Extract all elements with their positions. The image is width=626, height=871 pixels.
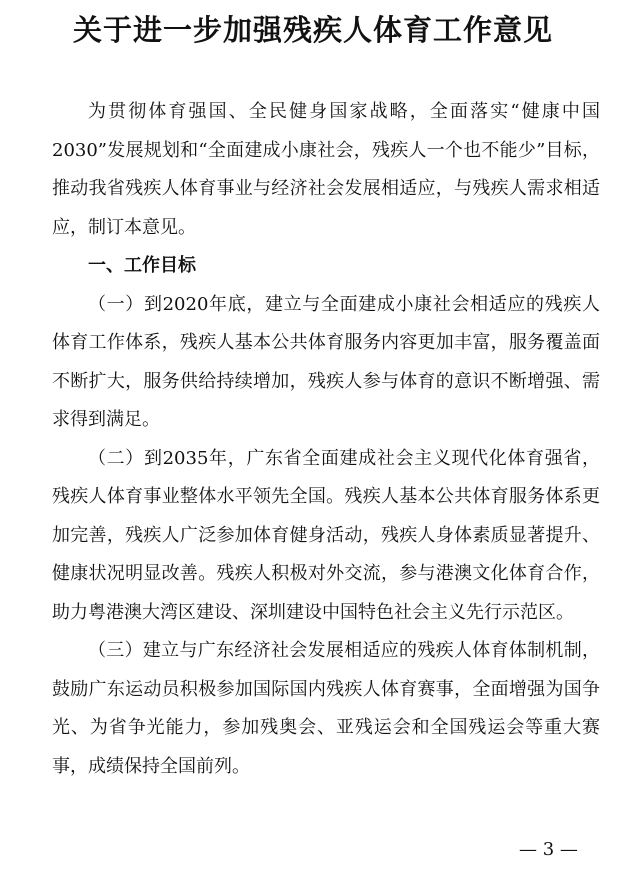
goal-paragraph-2: （二）到2035年，广东省全面建成社会主义现代化体育强省，残疾人体育事业整体水平领先全国。残疾人基本公共体育服务体系更加完善，残疾人广泛参加体育健身活动，残疾人身体素质显著提升、健康状况明显改善。残疾人积极对外交流，参与港澳文化体育合作，助力粤港澳大湾区建设、深圳建设中国特色社会主义先行示范区。 bbox=[52, 447, 600, 623]
goal-paragraph-1: （一）到2020年底，建立与全面建成小康社会相适应的残疾人体育工作体系，残疾人基本公共体育服务内容更加丰富，服务覆盖面不断扩大，服务供给持续增加，残疾人参与体育的意识不断增强、需求得到满足。 bbox=[52, 293, 600, 430]
document-body bbox=[52, 93, 600, 786]
intro-paragraph: 为贯彻体育强国、全民健身国家战略，全面落实“健康中国2030”发展规划和“全面建成小康社会，残疾人一个也不能少”目标，推动我省残疾人体育事业与经济社会发展相适应，与残疾人需求相适应，制订本意见。 bbox=[52, 101, 600, 238]
section-heading: 一、工作目标 bbox=[88, 255, 196, 276]
document-title: 关于进一步加强残疾人体育工作意见 bbox=[72, 13, 553, 47]
page-number: — 3 — bbox=[519, 839, 578, 860]
goal-paragraph-3: （三）建立与广东经济社会发展相适应的残疾人体育体制机制，鼓励广东运动员积极参加国际国内残疾人体育赛事，全面增强为国争光、为省争光能力，参加残奥会、亚残运会和全国残运会等重大赛事，成绩保持全国前列。 bbox=[52, 640, 600, 777]
